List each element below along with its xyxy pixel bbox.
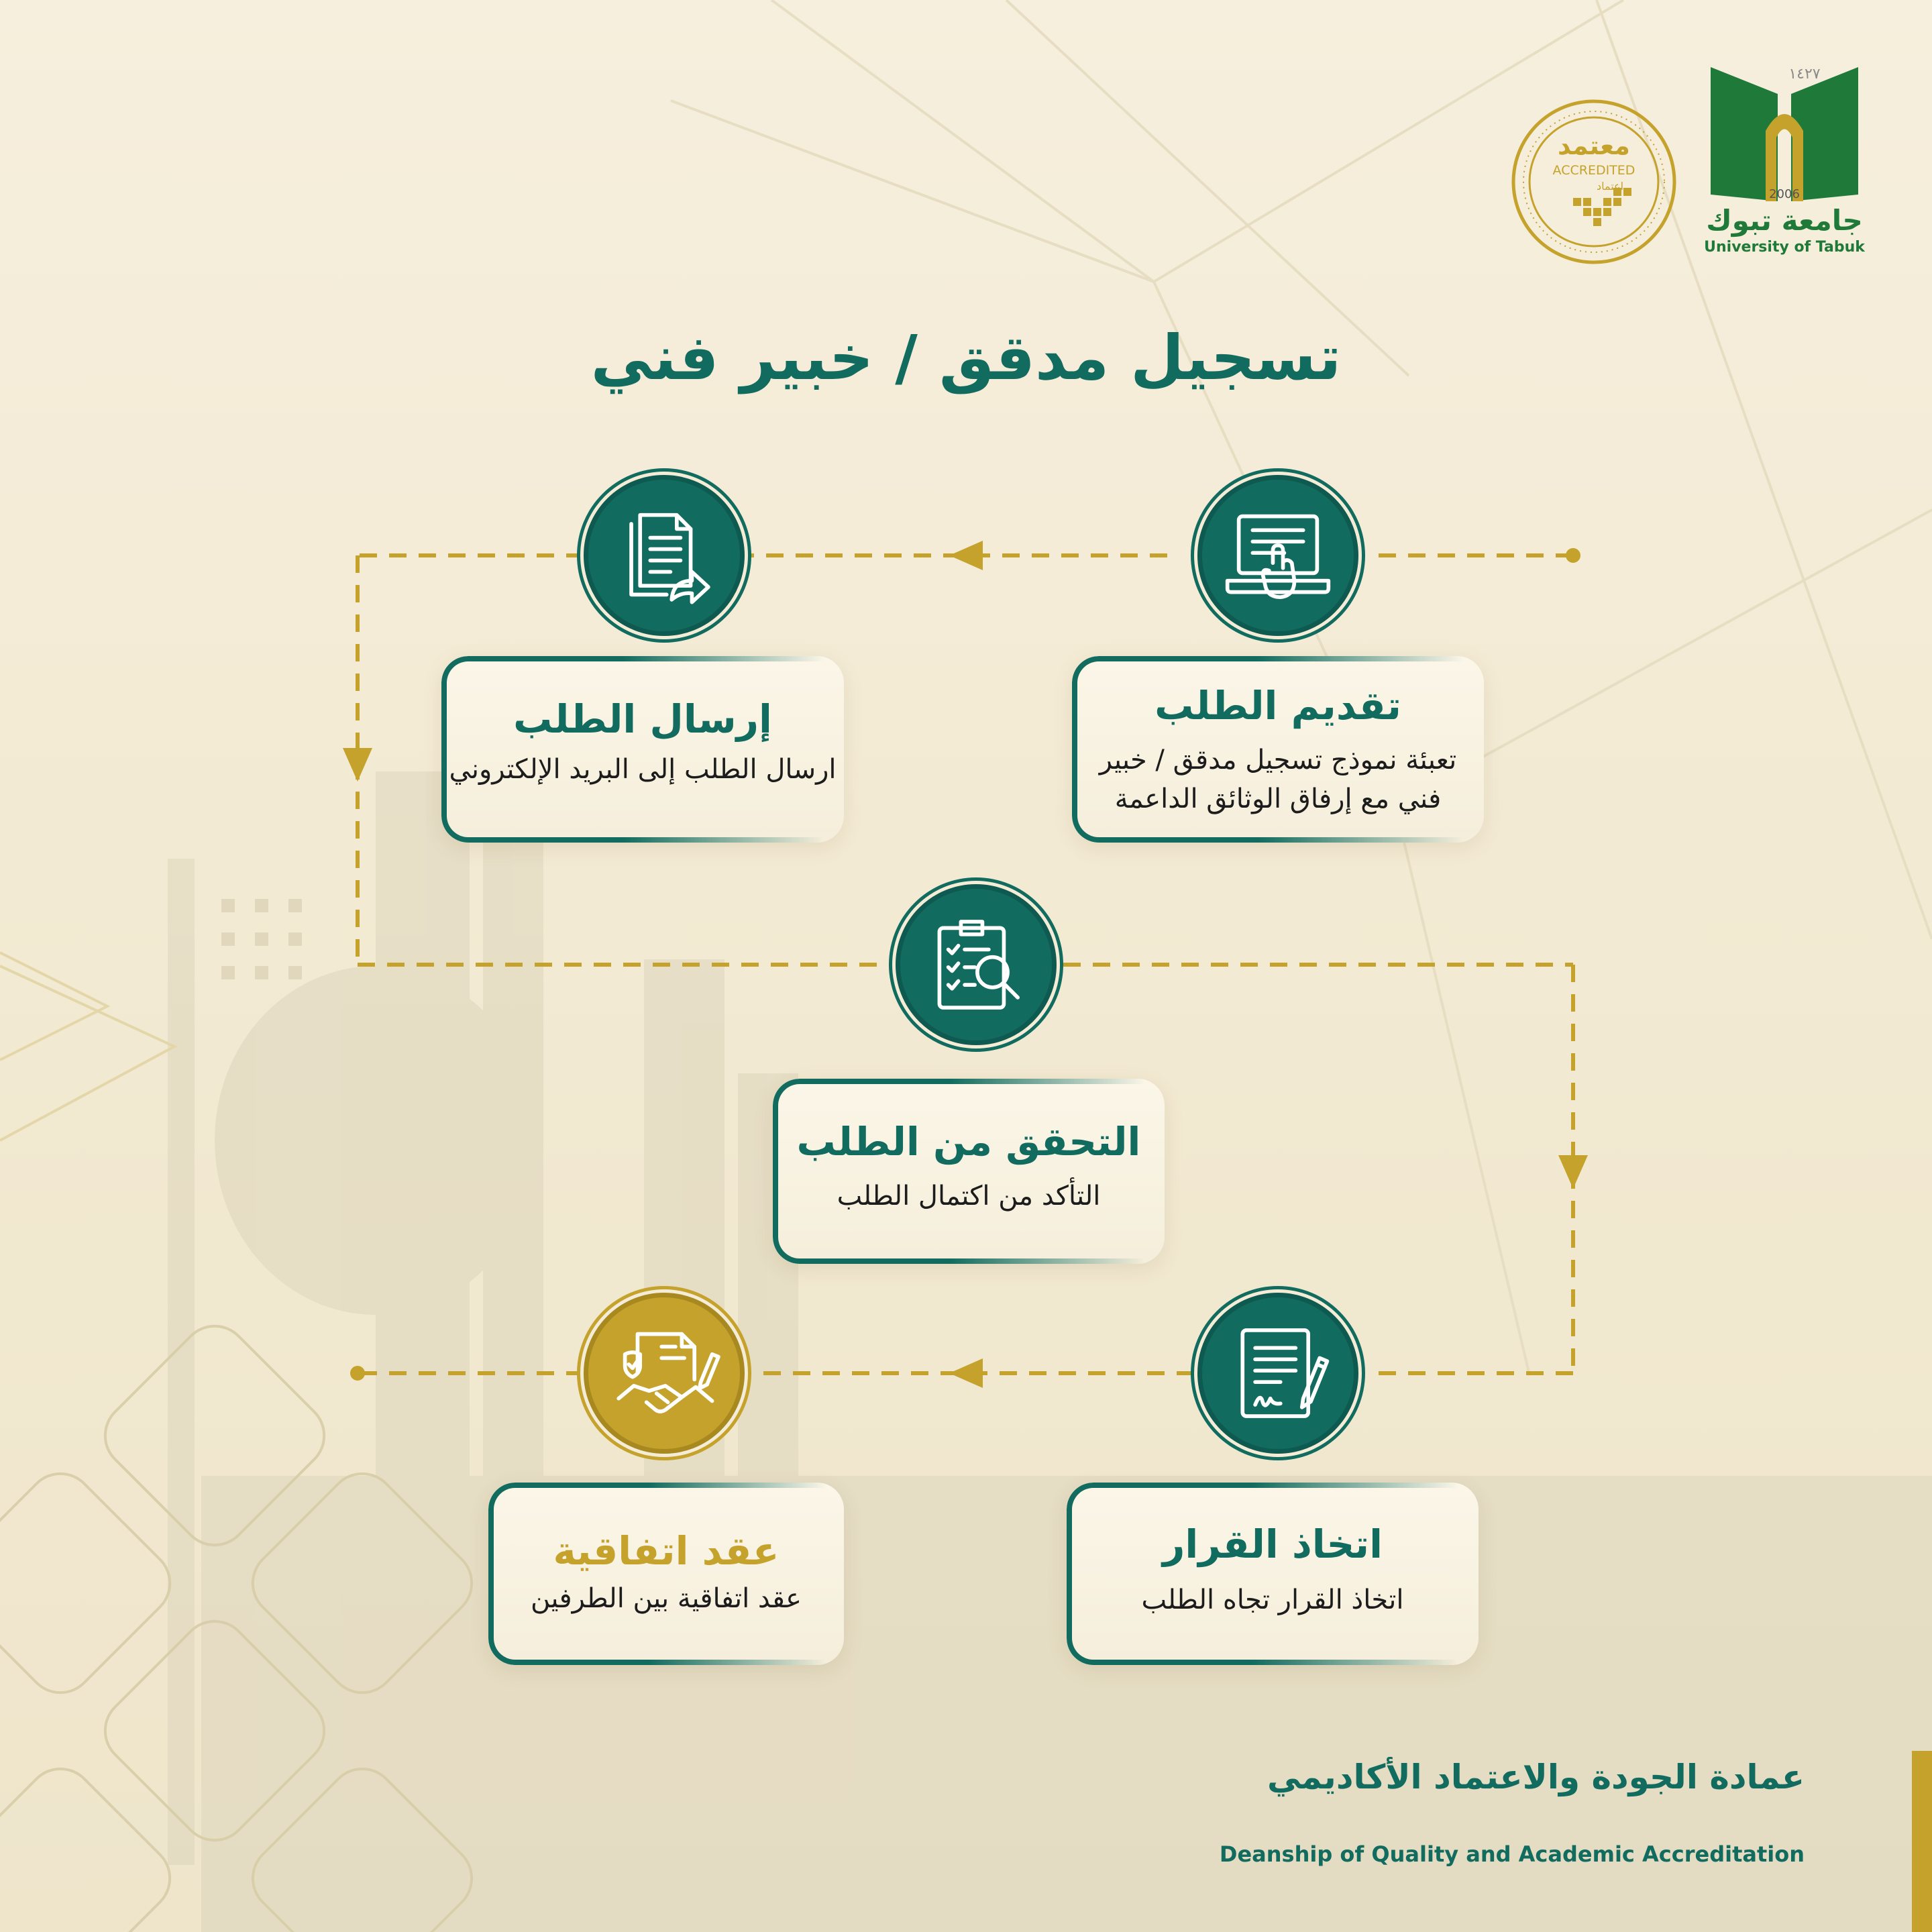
step-5-desc-line-1: عقد اتفاقية بين الطرفين [530, 1583, 802, 1614]
laptop-form-icon [1202, 480, 1354, 631]
flow-end-dot [350, 1366, 365, 1381]
step-1-desc-line-2: فني مع إرفاق الوثائق الداعمة [1114, 784, 1442, 814]
step-1-desc-line-1: تعبئة نموذج تسجيل مدقق / خبير [1099, 745, 1457, 775]
step-3-title: التحقق من الطلب [796, 1119, 1141, 1165]
accreditation-center-ar: اعتماد [1596, 180, 1624, 193]
step-4-desc-line-1: اتخاذ القرار تجاه الطلب [1141, 1585, 1404, 1615]
step-2-desc-line-1: ارسال الطلب إلى البريد الإلكتروني [449, 754, 837, 785]
university-name-en: University of Tabuk [1704, 239, 1865, 256]
clipboard-search-icon [900, 889, 1052, 1040]
step-3-desc-line-1: التأكد من اكتمال الطلب [837, 1181, 1101, 1212]
page-title: تسجيل مدقق / خبير فني [590, 322, 1342, 394]
step-5-title: عقد اتفاقية [553, 1528, 780, 1574]
document-sign-icon [1202, 1297, 1354, 1449]
step-1-icon-circle [1197, 475, 1358, 636]
university-year: 2006 [1769, 187, 1800, 201]
step-1-card [1072, 656, 1484, 843]
step-2-icon-circle [584, 475, 745, 636]
accreditation-word-ar: معتمد [1558, 131, 1630, 160]
step-4-card [1067, 1483, 1479, 1665]
step-5-card [488, 1483, 844, 1665]
step-4-icon-circle [1197, 1293, 1358, 1454]
arrow-left-2 [949, 1358, 983, 1388]
step-2-card [441, 656, 844, 843]
step-4-title: اتخاذ القرار [1163, 1521, 1383, 1567]
arrow-down-2 [1558, 1155, 1588, 1189]
footer-deanship-en: Deanship of Quality and Academic Accreditation [1219, 1841, 1805, 1867]
step-2-title: إرسال الطلب [513, 696, 772, 742]
arrow-left-1 [949, 541, 983, 570]
accreditation-word-en: ACCREDITED [1552, 163, 1635, 178]
step-3-card [773, 1079, 1165, 1264]
university-name-ar: جامعة تبوك [1706, 204, 1863, 237]
footer-accent-bar [1912, 1751, 1932, 1932]
document-send-icon [588, 480, 740, 631]
university-hijri-year: ١٤٢٧ [1788, 66, 1821, 83]
step-1-title: تقديم الطلب [1155, 683, 1401, 729]
step-5-icon-circle [584, 1293, 745, 1454]
arrow-down-1 [343, 748, 372, 782]
agreement-handshake-icon [588, 1297, 740, 1449]
step-3-icon-circle [896, 884, 1057, 1045]
flow-start-dot [1566, 548, 1580, 563]
footer-deanship-ar: عمادة الجودة والاعتماد الأكاديمي [1267, 1758, 1805, 1796]
